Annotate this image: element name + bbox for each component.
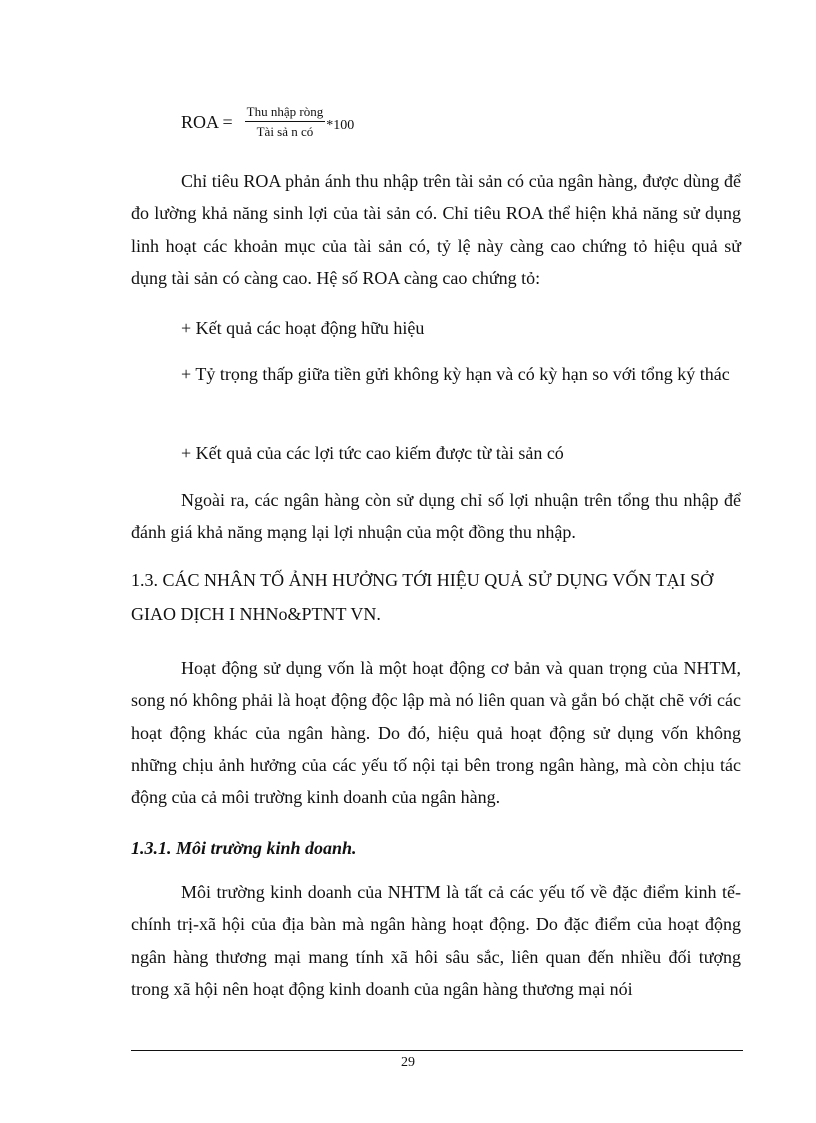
formula-fraction	[245, 104, 326, 140]
paragraph-roa-description: Chỉ tiêu ROA phản ánh thu nhập trên tài sản có của ngân hàng, được dùng để đo lường khả năng sinh lợi của tài sản có. Chỉ tiêu ROA thể hiện khả năng sử dụng linh hoạt các khoản mục của tài sản có, tỷ lệ này càng cao chứng tỏ hiệu quả sử dụng tài sản có càng cao. Hệ số ROA càng cao chứng tỏ:	[131, 171, 741, 288]
section-heading-1-3: 1.3. CÁC NHÂN TỐ ẢNH HƯỞNG TỚI HIỆU QUẢ SỬ DỤNG VỐN TẠI SỞ GIAO DỊCH I NHNo&PTNT VN.	[131, 570, 714, 624]
subsection-heading-1-3-1: 1.3.1. Môi trường kinh doanh.	[131, 838, 357, 858]
formula-numerator: Thu nhập ròng	[245, 104, 326, 122]
paragraph-section-intro: Hoạt động sử dụng vốn là một hoạt động cơ bản và quan trọng của NHTM, song nó không phải là hoạt động độc lập mà nó liên quan và gắn bó chặt chẽ với các hoạt động khác của ngân hàng. Do đó, hiệu quả hoạt động sử dụng vốn không những chịu ảnh hưởng của các yếu tố nội tại bên trong ngân hàng, mà còn chịu tác động của cả môi trường kinh doanh của ngân hàng.	[131, 658, 741, 808]
bullet-effective-operations: + Kết quả các hoạt động hữu hiệu	[181, 318, 425, 338]
footer-divider	[131, 1050, 743, 1051]
bullet-deposit-ratio: + Tỷ trọng thấp giữa tiền gửi không kỳ hạn và có kỳ hạn so với tổng ký thác	[181, 364, 730, 384]
formula-lhs: ROA =	[181, 111, 233, 132]
bullet-asset-yield: + Kết quả của các lợi tức cao kiếm được từ tài sản có	[181, 443, 564, 463]
formula-denominator: Tài sả n có	[256, 124, 314, 139]
formula-multiplier: *100	[326, 118, 355, 133]
roa-formula	[181, 102, 354, 142]
paragraph-other-ratio: Ngoài ra, các ngân hàng còn sử dụng chỉ số lợi nhuận trên tổng thu nhập để đánh giá khả năng mạng lại lợi nhuận của một đồng thu nhập.	[131, 490, 741, 543]
page-number: 29	[401, 1055, 415, 1070]
paragraph-business-environment: Môi trường kinh doanh của NHTM là tất cả các yếu tố về đặc điểm kinh tế-chính trị-xã hội của địa bàn mà ngân hàng hoạt động. Do đặc điểm của hoạt động ngân hàng thương mại mang tính xã hôi sâu sắc, liên quan đến nhiều đối tượng trong xã hội nên hoạt động kinh doanh của ngân hàng thương mại nói	[131, 882, 741, 999]
